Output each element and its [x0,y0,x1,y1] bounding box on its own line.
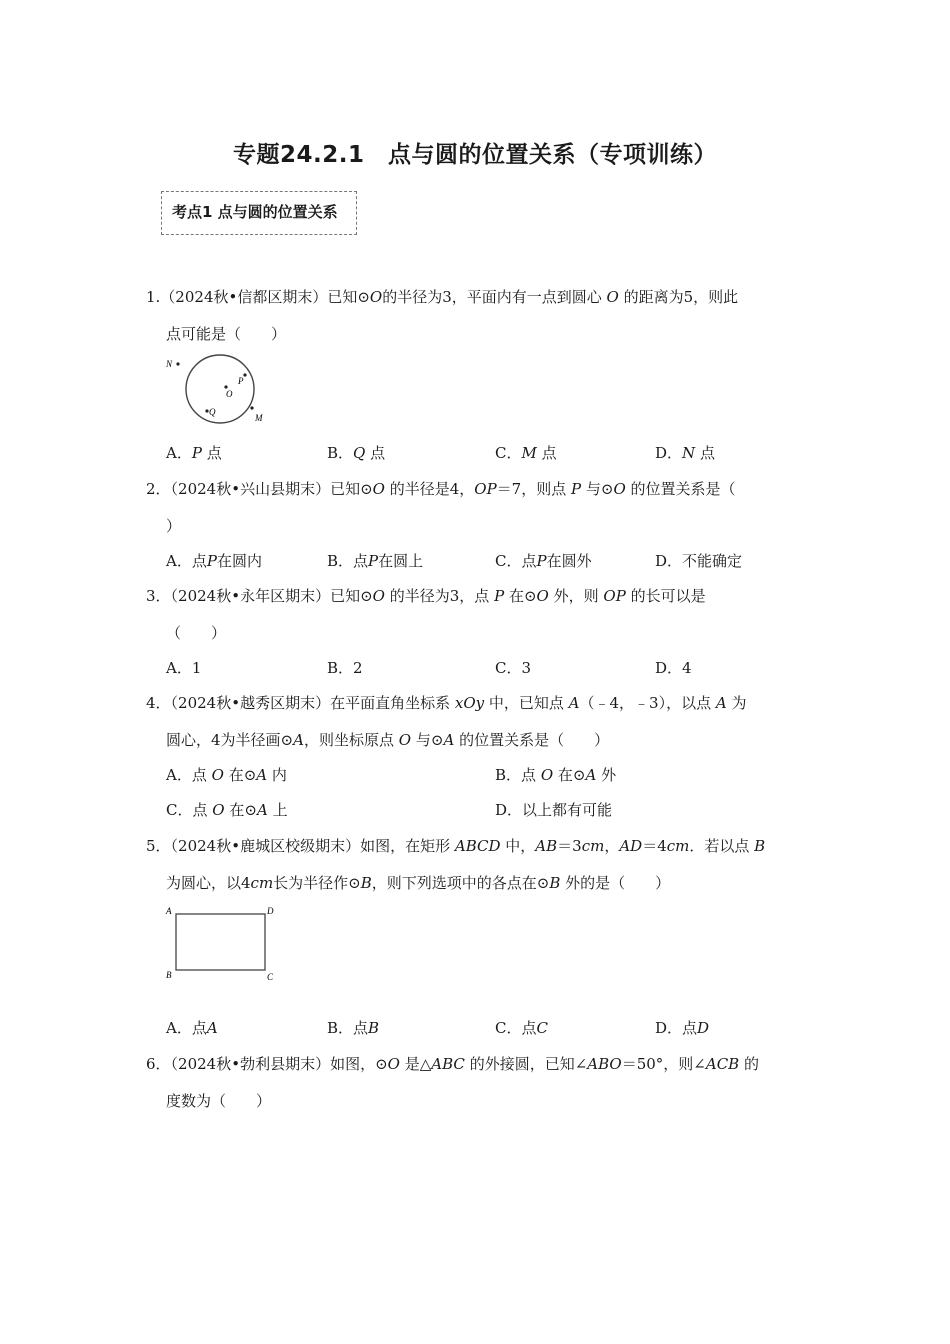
question-1-figure [160,350,280,430]
text: 的距离为5，则此 [623,288,739,306]
q5-option-a[interactable] [166,1018,218,1038]
text: 圆心，4为半径画⊙ [166,731,294,749]
text: P [494,587,505,605]
text: （﹣4，﹣3），以点 [579,694,712,712]
text: P [536,552,547,570]
text: ＝7，则点 [496,480,567,498]
text: AD [619,837,643,855]
text: B [754,837,766,855]
text: 点 [370,444,386,462]
text: 点 [206,444,222,462]
text: A．点 [166,766,207,784]
text: 点 [699,444,715,462]
question-1-line-2: 点可能是（ ） [166,325,287,343]
text: C．点 [166,801,208,819]
question-3-line-2: （ ） [166,624,227,642]
text: 外的是（ ） [565,874,671,892]
text: ＝3 [557,837,582,855]
figure-label-c: C [267,972,274,982]
text: M [521,444,537,462]
text: AB [535,837,558,855]
q4-option-d[interactable]: D．以上都有可能 [495,801,613,819]
text: 的长可以是 [630,587,706,605]
text: cm [666,837,690,855]
text: P [206,552,217,570]
text: O [211,766,224,784]
text: ．若以点 [689,837,750,855]
text: P [368,552,379,570]
text: 外，则 [553,587,599,605]
q5-option-d[interactable] [655,1018,709,1038]
text: 的位置关系是（ [630,480,736,498]
text: A [293,731,304,749]
figure-label-d: D [267,906,274,916]
text: 为 [731,694,747,712]
text: ， [604,837,620,855]
q2-option-b[interactable] [327,551,423,571]
text: 的半径为3，点 [389,587,490,605]
question-3-line-1 [146,586,706,606]
q3-option-d[interactable]: D．4 [655,659,692,677]
q4-option-c[interactable] [166,800,288,820]
text: 在⊙ [557,766,586,784]
text: 的半径是4， [389,480,475,498]
text: 6．（2024秋•勃利县期末）如图，⊙ [146,1055,388,1073]
text: A [256,766,268,784]
text: OP [474,480,497,498]
text: ，则坐标原点 [303,731,394,749]
text: xOy [454,694,485,712]
text: 在⊙ [228,766,257,784]
figure-label-a: A [166,906,172,916]
text: 在⊙ [229,801,257,819]
text: O [398,731,412,749]
text: ABO [587,1055,622,1073]
figure-label-m: M [255,413,263,423]
text: ＝4 [642,837,667,855]
text: N [682,444,696,462]
q3-option-b[interactable]: B．2 [327,659,363,677]
q5-option-c[interactable] [495,1018,548,1038]
text: Q [353,444,366,462]
section-heading: 考点1 点与圆的位置关系 [161,191,357,235]
question-2-line-1 [146,479,736,499]
text: 为圆心，以4 [166,874,251,892]
question-5-line-1 [146,836,765,856]
text: 长为半径作⊙ [273,874,361,892]
figure-label-b: B [166,970,172,980]
text: P [571,480,582,498]
question-6-line-1 [146,1054,759,1074]
q2-option-d[interactable]: D．不能确定 [655,552,743,570]
text: O [536,587,549,605]
text: A [256,801,268,819]
text: ABC [431,1055,465,1073]
text: 的位置关系是（ ） [459,731,610,749]
text: A [206,1019,218,1037]
text: 5．（2024秋•鹿城区校级期末）如图，在矩形 [146,837,451,855]
figure-label-n: N [166,359,173,369]
text: OP [603,587,626,605]
text: 3．（2024秋•永年区期末）已知⊙ [146,587,373,605]
question-1-line-1 [146,287,738,307]
q4-option-b[interactable] [495,765,616,785]
q1-option-c[interactable] [495,443,557,463]
text: B． [327,444,354,462]
text: B [549,874,561,892]
q2-option-c[interactable] [495,551,592,571]
text: C． [495,444,522,462]
text: 在圆上 [378,552,424,570]
text: P [191,444,202,462]
text: B．点 [327,552,369,570]
q3-option-c[interactable]: C．3 [495,659,532,677]
text: 的外接圆，已知∠ [469,1055,588,1073]
text: A [715,694,727,712]
question-4-line-1 [146,693,747,713]
question-2-line-2: ） [166,517,182,535]
text: C [536,1019,548,1037]
page-title: 专题24.2.1 点与圆的位置关系（专项训练） [233,142,717,168]
text: A [443,731,455,749]
text: ＝50°，则∠ [621,1055,706,1073]
text: D [697,1019,710,1037]
text: 中， [505,837,536,855]
text: O [372,587,385,605]
text: cm [581,837,605,855]
q1-option-a[interactable] [166,443,222,463]
q4-option-a[interactable] [166,765,287,785]
figure-label-q: Q [209,407,216,417]
text: ，则下列选项中的各点在⊙ [371,874,550,892]
text: C．点 [495,552,537,570]
q5-option-b[interactable] [327,1018,379,1038]
text: O [212,801,225,819]
question-6-line-2: 度数为（ ） [166,1092,272,1110]
text: O [613,480,626,498]
figure-label-o: O [226,389,233,399]
text: cm [250,874,274,892]
question-4-line-2 [166,730,609,750]
question-5-figure [160,900,290,985]
text: ACB [705,1055,740,1073]
text: 1.（2024秋•信都区期末）已知⊙ [146,288,370,306]
text: A．点 [166,1019,207,1037]
text: ABCD [454,837,501,855]
q3-option-a[interactable]: A．1 [166,659,202,677]
q1-option-d[interactable] [655,443,715,463]
text: 与⊙ [585,480,614,498]
text: 中，已知点 [488,694,564,712]
text: 点 [541,444,557,462]
text: O [372,480,385,498]
text: 上 [272,801,288,819]
text: D． [655,444,683,462]
text: A [585,766,597,784]
text: 与⊙ [415,731,444,749]
text: B [360,874,372,892]
text: B．点 [327,1019,369,1037]
text: 在⊙ [508,587,537,605]
text: O [387,1055,400,1073]
q2-option-a[interactable] [166,551,262,571]
text: A [568,694,580,712]
text: O [540,766,554,784]
text: 在圆内 [216,552,262,570]
text: 2．（2024秋•兴山县期末）已知⊙ [146,480,373,498]
text: 的半径为3，平面内有一点到圆心 [382,288,602,306]
text: B [368,1019,380,1037]
text: B．点 [495,766,537,784]
text: 内 [271,766,287,784]
text: O [369,288,383,306]
text: 在圆外 [546,552,592,570]
text: C．点 [495,1019,537,1037]
text: O [606,288,619,306]
question-5-line-2 [166,873,670,893]
text: A． [166,444,192,462]
text: 4．（2024秋•越秀区期末）在平面直角坐标系 [146,694,451,712]
q1-option-b[interactable] [327,443,385,463]
text: D．点 [655,1019,698,1037]
text: 外 [601,766,617,784]
text: 是△ [404,1055,432,1073]
figure-label-p: P [238,376,244,386]
text: 的 [743,1055,759,1073]
text: A．点 [166,552,207,570]
